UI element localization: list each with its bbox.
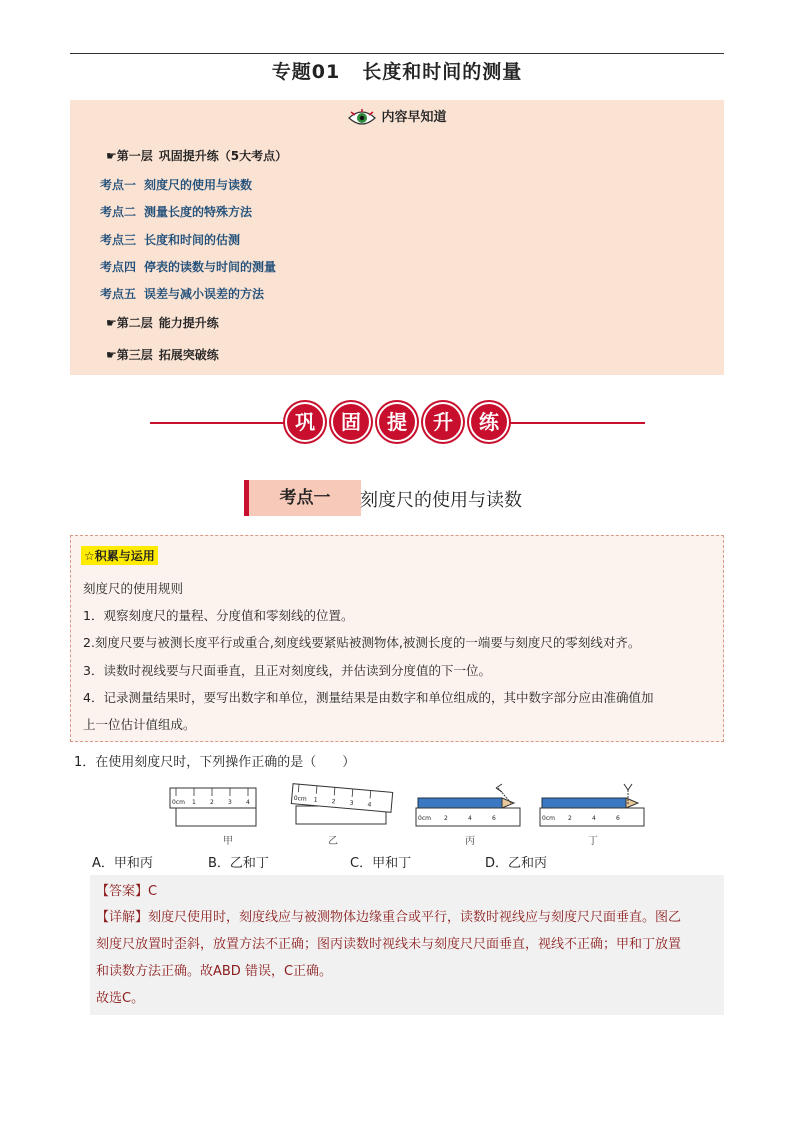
pointing-hand-icon: ☛ [106,348,117,362]
ruler-figures [168,782,648,832]
figure-label: 丁 [588,836,598,847]
toc-layer-1[interactable]: ☛第一层 巩固提升练（5大考点） [106,149,288,163]
answer-label: 【答案】 [96,884,149,899]
section-number-box: 考点一 [244,480,361,516]
toc-point-2[interactable]: 考点二 测量长度的特殊方法 [100,205,253,219]
ruler-mark: 1 [313,796,318,804]
banner-char: 升 [423,402,463,442]
ruler-mark: 3 [349,799,354,808]
toc-point-4[interactable]: 考点四 停表的读数与时间的测量 [100,260,277,274]
option-b[interactable]: B．乙和丁 [208,856,269,871]
title-name: 长度和时间的测量 [362,61,523,83]
ruler-mark: 3 [228,799,232,806]
rule-line: 1．观察刻度尺的量程、分度值和零刻线的位置。 [83,608,354,623]
rule-line: 上一位估计值组成。 [83,717,196,732]
section-banner [0,402,794,442]
page-title [0,57,794,84]
option-d[interactable]: D．乙和丙 [485,856,548,871]
toc-heading [70,106,724,127]
ruler-mark: 0cm [293,794,308,803]
toc-point-3[interactable]: 考点三 长度和时间的估测 [100,233,241,247]
toc-layer-2[interactable]: ☛第二层 能力提升练 [106,316,219,330]
figure-label: 丙 [465,836,475,847]
detail-line: 故选C。 [96,991,145,1006]
rule-line: 2.刻度尺要与被测长度平行或重合,刻度线要紧贴被测物体,被测长度的一端要与刻度尺的零刻线对齐。 [83,635,641,650]
figure-label: 乙 [328,836,338,847]
detail-line: 【详解】刻度尺使用时，刻度线应与被测物体边缘重合或平行，读数时视线应与刻度尺尺面垂直。图乙 [96,910,682,925]
figure-bing [416,784,520,826]
detail-line: 和读数方法正确。故ABD 错误，C正确。 [96,964,333,979]
detail-label: 【详解】 [96,910,149,925]
ruler-mark: 2 [568,815,572,822]
toc-layer-3[interactable]: ☛第三层 拓展突破练 [106,348,219,362]
title-code: 专题01 [271,61,341,83]
answer-box [90,875,724,1015]
rule-line: 4．记录测量结果时，要写出数字和单位，测量结果是由数字和单位组成的，其中数字部分应由准确值加 [83,690,654,705]
ruler-mark: 6 [492,815,496,822]
toc-panel [70,100,724,375]
ruler-mark: 4 [367,801,372,809]
banner-char: 巩 [285,402,325,442]
option-c[interactable]: C．甲和丁 [350,856,412,871]
ruler-mark: 4 [468,815,472,822]
answer-line [96,880,157,899]
rules-heading: 刻度尺的使用规则 [83,581,184,596]
banner-char: 固 [331,402,371,442]
banner-char: 练 [469,402,509,442]
pointing-hand-icon: ☛ [106,316,117,330]
ruler-mark: 6 [616,815,620,822]
ruler-mark: 2 [331,798,336,806]
ruler-mark: 2 [444,815,448,822]
ruler-mark: 4 [246,799,250,806]
option-a[interactable]: A．甲和丙 [92,856,153,871]
detail-line: 刻度尺放置时歪斜，放置方法不正确；图丙读数时视线未与刻度尺尺面垂直，视线不正确；甲和丁放置 [96,937,682,952]
section-title: 刻度尺的使用与读数 [360,490,522,511]
figure-label: 甲 [223,836,233,847]
eye-icon [347,109,377,127]
toc-point-5[interactable]: 考点五 误差与减小误差的方法 [100,287,265,301]
banner-char: 提 [377,402,417,442]
ruler-mark: 0cm [172,799,185,806]
rule-line: 3．读数时视线要与尺面垂直，且正对刻度线，并估读到分度值的下一位。 [83,663,491,678]
rules-box [70,535,724,742]
ruler-mark: 0cm [542,815,555,822]
ruler-mark: 2 [210,799,214,806]
ruler-mark: 0cm [418,815,431,822]
figure-yi [291,784,392,824]
question-stem: 1．在使用刻度尺时，下列操作正确的是（ ） [74,755,356,770]
toc-heading-text: 内容早知道 [381,110,447,125]
header-rule [70,53,724,54]
figure-ding [540,784,644,826]
figure-jia [170,788,256,826]
toc-point-1[interactable]: 考点一 刻度尺的使用与读数 [100,178,253,192]
rules-tag: ☆积累与运用 [81,546,158,565]
answer-value: C [148,884,158,899]
ruler-mark: 4 [592,815,596,822]
ruler-mark: 1 [192,799,196,806]
pointing-hand-icon: ☛ [106,149,117,163]
